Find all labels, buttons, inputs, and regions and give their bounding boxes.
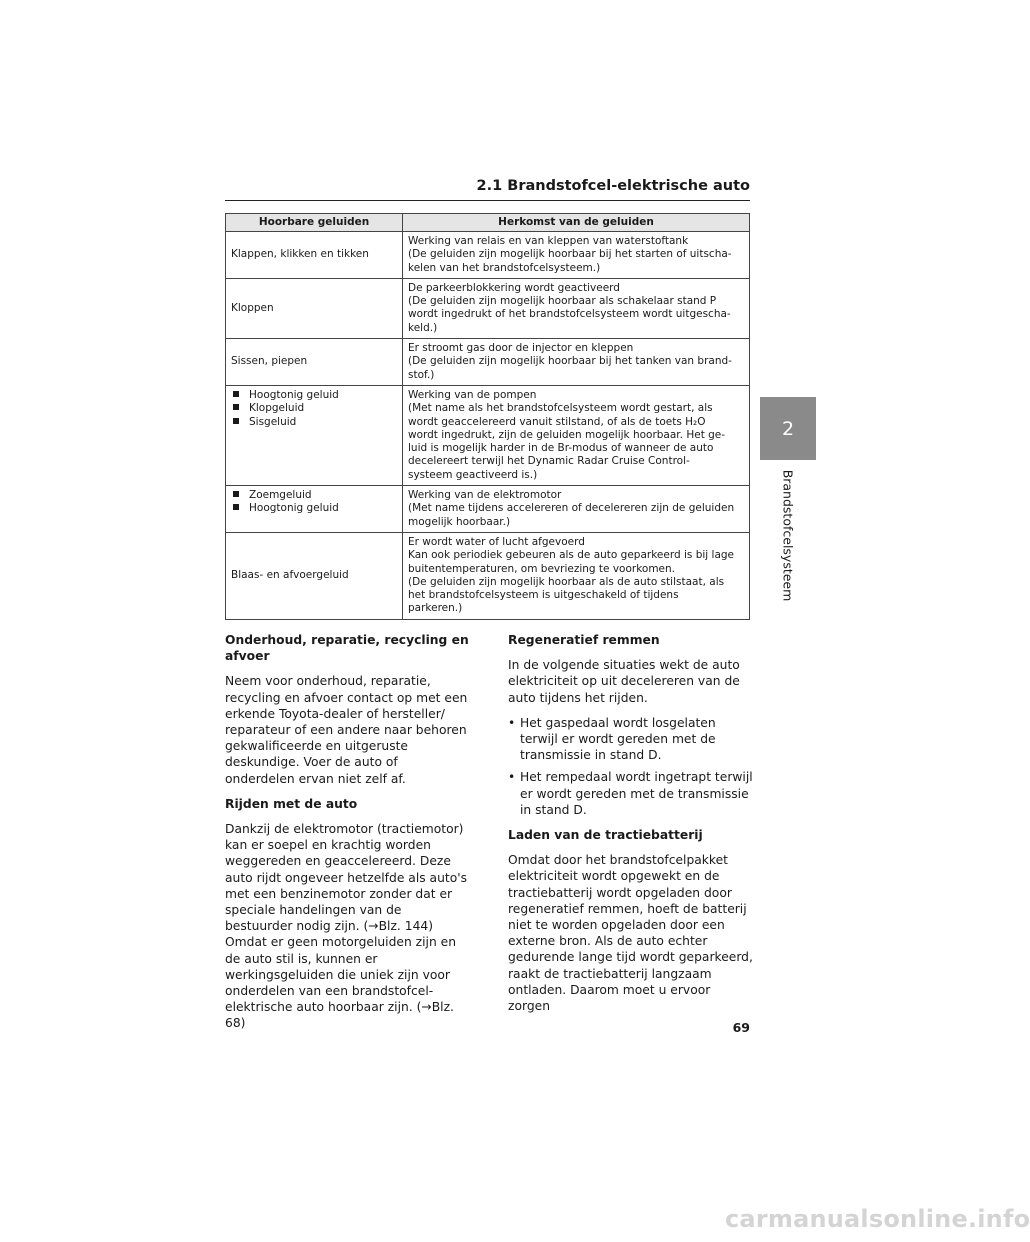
square-bullet-icon [233, 404, 239, 410]
paragraph-regenerative-braking: In de volgende situaties wekt de auto elektriciteit op uit decelereren van de auto tijdens het rijden. [508, 658, 740, 705]
paragraph-driving: Dankzij de elektromotor (tractiemotor) kan er soepel en krachtig worden weggereden en geaccelereerd. Deze auto rijdt ongeveer hetzelfde als auto's met een benzinemotor zonder dat er speciale handelingen van de bestuurder nodig zijn. (→Blz. 144) Omdat er geen motorgeluiden zijn en de auto stil is, kunnen er werkingsgeluiden die uniek zijn voor onderdelen van een brandstofcel-elektrische auto hoorbaar zijn. (→Blz. 68) [225, 822, 468, 1031]
sound-list-item: Klopgeluid [231, 402, 397, 415]
square-bullet-icon [233, 491, 239, 497]
sound-label: Kloppen [231, 301, 274, 314]
sound-cell [226, 385, 403, 485]
origin-line: (Met name tijdens accelereren of decelereren zijn de geluiden [408, 502, 735, 515]
origin-line: (De geluiden zijn mogelijk hoorbaar bij het tanken van brand- [408, 355, 732, 368]
heading-maintenance: Onderhoud, reparatie, recycling en afvoer [225, 633, 469, 664]
header-rule [225, 200, 750, 201]
origin-line: stof.) [408, 368, 435, 381]
sound-cell [226, 486, 403, 533]
origin-line: decelereert terwijl het Dynamic Radar Cruise Control- [408, 455, 690, 468]
heading-charging: Laden van de tractiebatterij [508, 828, 703, 843]
paragraph-charging: Omdat door het brandstofcelpakket elektriciteit wordt opgewekt en de tractiebatterij wordt opgeladen door regeneratief remmen, hoeft de batterij niet te worden opgeladen door een externe bron. Als de auto echter gedurende lange tijd wordt geparkeerd, raakt de tractiebatterij langzaam ontladen. Daarom moet u ervoor zorgen [508, 853, 753, 1014]
origin-line: parkeren.) [408, 602, 463, 615]
square-bullet-icon [233, 418, 239, 424]
section-header-title: 2.1 Brandstofcel-elektrische auto [476, 178, 750, 194]
table-row [226, 486, 750, 533]
origin-line: (De geluiden zijn mogelijk hoorbaar als schakelaar stand P [408, 295, 717, 308]
origin-line: Werking van relais en van kleppen van waterstoftank [408, 235, 689, 247]
origin-cell [403, 385, 750, 485]
right-text-column [508, 632, 753, 1023]
sound-list-item: Zoemgeluid [231, 489, 397, 502]
table-row [226, 278, 750, 338]
list-item: • Het rempedaal wordt ingetrapt terwijl er wordt gereden met de transmissie in stand D. [508, 770, 753, 817]
sound-cell [226, 532, 403, 619]
origin-line: Er stroomt gas door de injector en kleppen [408, 342, 634, 355]
sound-cell [226, 278, 403, 338]
origin-line: luid is mogelijk harder in de Br-modus of wanneer de auto [408, 442, 714, 455]
origin-line: Werking van de elektromotor [408, 489, 562, 502]
sound-list-item: Hoogtonig geluid [231, 502, 397, 515]
square-bullet-icon [233, 504, 239, 510]
sound-label: Blaas- en afvoergeluid [231, 569, 349, 582]
table-row [226, 232, 750, 279]
watermark-text: carmanualsonline.info [725, 1205, 1030, 1233]
table-header-origin: Herkomst van de geluiden [403, 214, 750, 232]
square-bullet-icon [233, 391, 239, 397]
regenerative-braking-list [508, 715, 753, 818]
origin-line: Werking van de pompen [408, 388, 537, 401]
heading-regenerative-braking: Regeneratief remmen [508, 633, 660, 647]
left-text-column [225, 632, 470, 1041]
sound-list-item: Sisgeluid [231, 416, 397, 429]
origin-line: keld.) [408, 321, 438, 334]
chapter-side-label-text: Brandstofcelsysteem [780, 469, 796, 601]
origin-line: Er wordt water of lucht afgevoerd [408, 535, 585, 548]
sound-cell [226, 232, 403, 279]
paragraph-maintenance: Neem voor onderhoud, reparatie, recycling en afvoer contact op met een erkende Toyota-dealer of hersteller/ reparateur of een andere naar behoren gekwalificeerde en uitgeruste deskundige. Voer de auto of onderdelen ervan niet zelf af. [225, 674, 468, 786]
chapter-side-label [760, 470, 816, 600]
bullet-dot-icon: • [508, 770, 516, 785]
heading-driving: Rijden met de auto [225, 796, 358, 811]
list-item: • Het gaspedaal wordt losgelaten terwijl er wordt gereden met de transmissie in stand D. [508, 715, 716, 763]
table-header-sounds: Hoorbare geluiden [226, 214, 403, 232]
sound-label: Sissen, piepen [231, 355, 308, 368]
chapter-number-tab: 2 [760, 397, 816, 460]
origin-line: wordt ingedrukt of het brandstofcelsysteem wordt uitgescha- [408, 308, 731, 321]
sound-label: Klappen, klikken en tikken [231, 248, 369, 261]
table-row [226, 385, 750, 485]
origin-line: kelen van het brandstofcelsysteem.) [408, 261, 601, 274]
origin-line: het brandstofcelsysteem is uitgeschakeld of tijdens [408, 589, 679, 602]
origin-line: wordt ingedrukt, zijn de geluiden mogelijk hoorbaar. Het ge- [408, 428, 726, 441]
sound-cell [226, 339, 403, 386]
sound-list-item: Hoogtonig geluid [231, 389, 397, 402]
origin-line: (Met name als het brandstofcelsysteem wordt gestart, als [408, 402, 713, 415]
table-header-row [226, 214, 750, 232]
origin-cell [403, 339, 750, 386]
sounds-table [225, 213, 750, 620]
origin-line: systeem geactiveerd is.) [408, 468, 538, 481]
origin-line: De parkeerblokkering wordt geactiveerd [408, 281, 620, 294]
bullet-dot-icon: • [508, 715, 516, 730]
origin-line: Kan ook periodiek gebeuren als de auto geparkeerd is bij lage [408, 549, 735, 562]
origin-line: (De geluiden zijn mogelijk hoorbaar bij het starten of uitscha- [408, 248, 732, 261]
table-row [226, 339, 750, 386]
origin-cell [403, 278, 750, 338]
page-number: 69 [732, 1020, 750, 1035]
table-row [226, 532, 750, 619]
origin-line: wordt geaccelereerd vanuit stilstand, of als de toets H₂O [408, 415, 706, 428]
origin-line: mogelijk hoorbaar.) [408, 515, 511, 528]
origin-line: (De geluiden zijn mogelijk hoorbaar als de auto stilstaat, als [408, 575, 725, 588]
origin-line: buitentemperaturen, om bevriezing te voorkomen. [408, 562, 676, 575]
origin-cell [403, 532, 750, 619]
origin-cell [403, 232, 750, 279]
origin-cell [403, 486, 750, 533]
